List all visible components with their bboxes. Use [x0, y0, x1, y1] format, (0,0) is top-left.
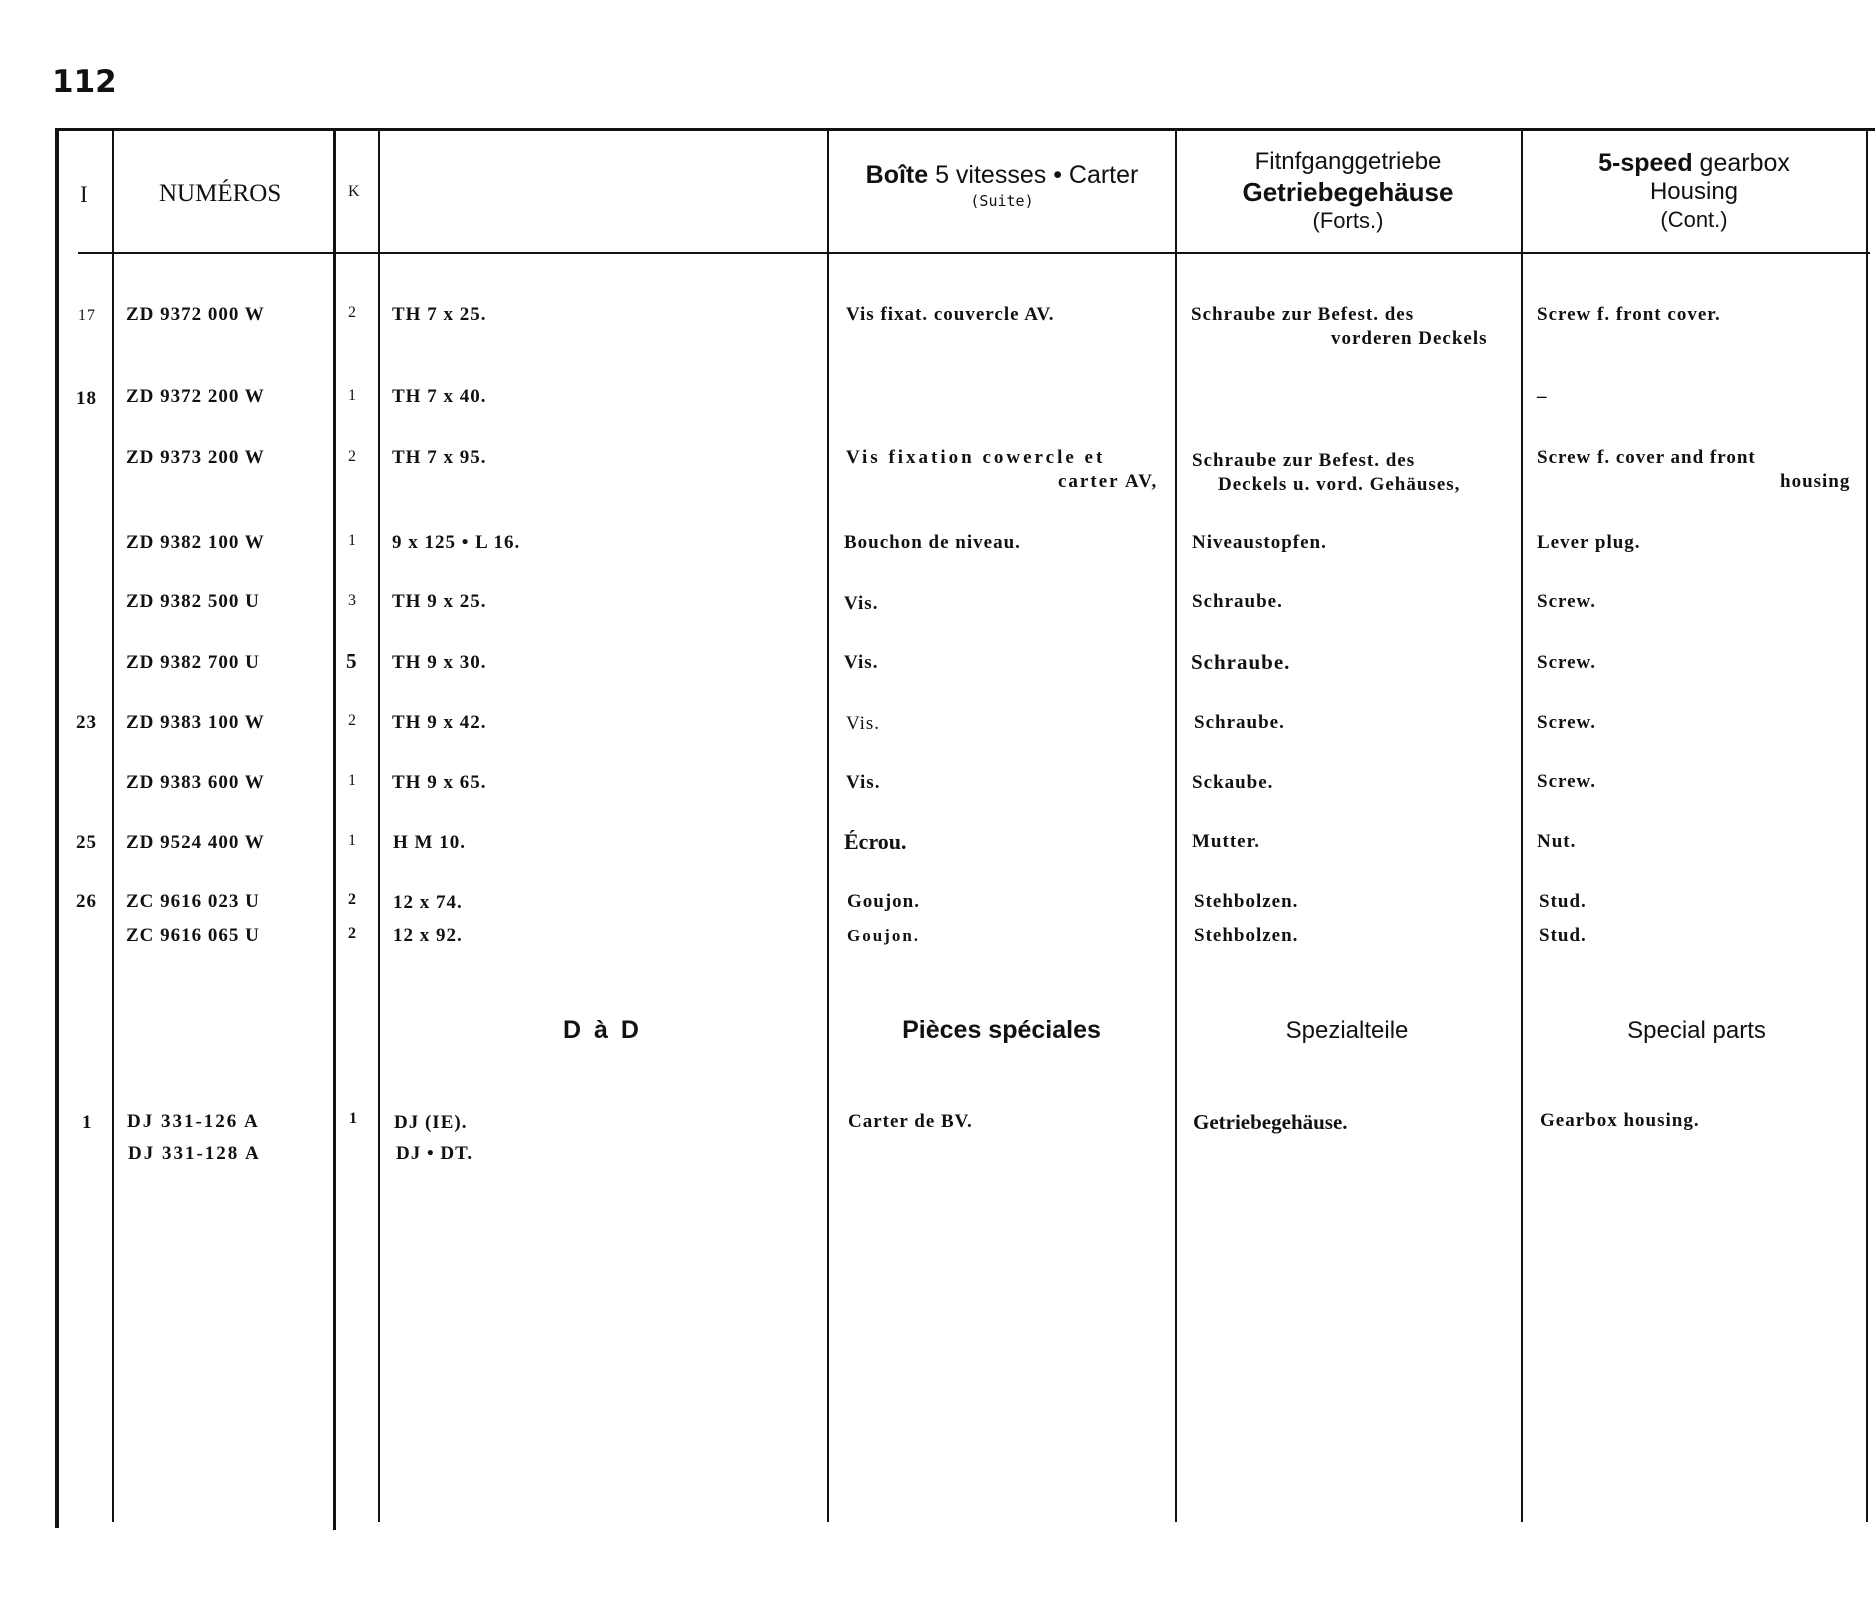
french-text: Écrou.	[844, 829, 907, 854]
part-number: ZC 9616 065 U	[126, 925, 260, 946]
col-divider-numeros	[112, 130, 114, 1522]
row-index: 18	[76, 388, 97, 409]
col-divider-english	[1521, 130, 1523, 1522]
col-divider-german	[1175, 130, 1177, 1522]
row-index: 1	[82, 1112, 93, 1133]
french-text-line2: carter AV,	[1058, 471, 1159, 492]
description: TH 7 x 40.	[392, 386, 487, 407]
section-french-heading: Pièces spéciales	[902, 1016, 1101, 1044]
quantity: 1	[348, 772, 357, 789]
english-text: Stud.	[1539, 925, 1587, 946]
english-text: Screw.	[1537, 712, 1596, 733]
header-english-gearbox: gearbox	[1692, 149, 1790, 177]
description: 9 x 125 • L 16.	[392, 532, 521, 553]
german-text: Schraube.	[1191, 650, 1291, 674]
header-col-k: K	[348, 183, 360, 200]
header-french-boite: Boîte	[865, 161, 929, 189]
part-number: ZD 9524 400 W	[126, 832, 265, 853]
english-text: –	[1537, 386, 1548, 407]
quantity: 1	[348, 387, 357, 404]
german-text: Schraube zur Befest. des	[1191, 304, 1415, 325]
description: 12 x 74.	[393, 892, 463, 913]
description: TH 7 x 95.	[392, 447, 487, 468]
french-text: Vis fixation cowercle et	[846, 447, 1106, 468]
description: H M 10.	[393, 832, 466, 853]
description: TH 9 x 30.	[392, 652, 487, 673]
header-german	[1178, 148, 1518, 234]
header-french-title: 5 vitesses • Carter	[928, 161, 1139, 189]
header-french	[832, 160, 1172, 210]
german-text: Stehbolzen.	[1194, 891, 1299, 912]
english-text: Screw.	[1537, 591, 1596, 612]
part-number: ZD 9373 200 W	[126, 447, 265, 468]
part-number: ZD 9382 500 U	[126, 591, 260, 612]
col-divider-desc	[378, 130, 380, 1522]
english-text: Screw f. front cover.	[1537, 304, 1721, 325]
table-right-border	[1866, 130, 1868, 1522]
header-english-5speed: 5-speed	[1598, 149, 1693, 177]
header-english	[1524, 148, 1864, 233]
german-text: Schraube.	[1192, 591, 1283, 612]
header-col-numeros: NUMÉROS	[159, 180, 282, 207]
french-text: Vis fixat. couvercle AV.	[846, 304, 1055, 325]
row-index: 23	[76, 712, 97, 733]
german-text-line2: vorderen Deckels	[1331, 328, 1488, 349]
french-text: Goujon.	[847, 926, 921, 945]
french-text: Goujon.	[847, 891, 920, 912]
english-text: Screw f. cover and front	[1537, 447, 1756, 468]
row-index: 25	[76, 832, 97, 853]
col-divider-french	[827, 130, 829, 1522]
description: TH 9 x 65.	[392, 772, 487, 793]
quantity: 1	[349, 1110, 358, 1127]
part-number: ZD 9383 100 W	[126, 712, 265, 733]
part-number: ZD 9372 200 W	[126, 386, 265, 407]
quantity: 1	[348, 832, 357, 849]
top-rule	[55, 128, 1875, 131]
english-text: Gearbox housing.	[1540, 1110, 1700, 1131]
english-text: Stud.	[1539, 891, 1587, 912]
french-text: Vis.	[846, 713, 881, 734]
english-text-line2: housing	[1780, 471, 1851, 492]
row-index: 17	[78, 307, 96, 324]
section-desc-heading: D à D	[563, 1016, 642, 1044]
quantity: 3	[348, 592, 357, 609]
german-text-line2: Deckels u. vord. Gehäuses,	[1218, 474, 1461, 495]
german-text: Sckaube.	[1192, 772, 1274, 793]
quantity: 1	[348, 532, 357, 549]
section-english-heading: Special parts	[1627, 1017, 1766, 1044]
german-text: Getriebegehäuse.	[1193, 1110, 1348, 1134]
header-bottom-rule	[78, 252, 1870, 254]
description: DJ (IE).	[394, 1112, 468, 1133]
description: TH 9 x 42.	[392, 712, 487, 733]
quantity: 2	[348, 925, 357, 942]
german-text: Schraube.	[1194, 712, 1285, 733]
quantity: 2	[348, 304, 357, 321]
english-text: Screw.	[1537, 771, 1596, 792]
english-text: Lever plug.	[1537, 532, 1641, 553]
header-col-i: I	[80, 182, 88, 207]
french-text: Vis.	[844, 652, 879, 673]
part-number: ZC 9616 023 U	[126, 891, 260, 912]
english-text: Nut.	[1537, 831, 1577, 852]
quantity: 5	[346, 649, 358, 673]
part-number: ZD 9382 100 W	[126, 532, 265, 553]
header-french-suite: (Suite)	[970, 192, 1034, 210]
description: 12 x 92.	[393, 925, 463, 946]
part-number: DJ 331-126 A	[127, 1111, 260, 1132]
row-index: 26	[76, 891, 97, 912]
part-number: DJ 331-128 A	[128, 1143, 261, 1164]
german-text: Schraube zur Befest. des	[1192, 450, 1416, 471]
english-text: Screw.	[1537, 652, 1596, 673]
german-text: Niveaustopfen.	[1192, 532, 1327, 553]
header-german-line1: Fitnfganggetriebe	[1254, 148, 1442, 175]
german-text: Stehbolzen.	[1194, 925, 1299, 946]
description: TH 7 x 25.	[392, 304, 487, 325]
french-text: Carter de BV.	[848, 1111, 973, 1132]
header-german-line3: (Forts.)	[1312, 207, 1384, 233]
quantity: 2	[348, 712, 357, 729]
french-text: Bouchon de niveau.	[844, 532, 1021, 553]
quantity: 2	[348, 448, 357, 465]
part-number: ZD 9372 000 W	[126, 304, 265, 325]
description: DJ • DT.	[396, 1143, 474, 1164]
description: TH 9 x 25.	[392, 591, 487, 612]
header-english-line2: Housing	[1649, 178, 1739, 205]
col-divider-k	[333, 130, 336, 1530]
french-text: Vis.	[844, 593, 879, 614]
part-number: ZD 9382 700 U	[126, 652, 260, 673]
header-english-line3: (Cont.)	[1660, 206, 1728, 232]
header-german-line2: Getriebegehäuse	[1242, 176, 1454, 207]
german-text: Mutter.	[1192, 831, 1261, 852]
french-text: Vis.	[846, 772, 881, 793]
quantity: 2	[348, 891, 357, 908]
section-german-heading: Spezialteile	[1285, 1017, 1409, 1044]
part-number: ZD 9383 600 W	[126, 772, 265, 793]
table-left-border	[55, 128, 59, 1528]
page-number: 112	[52, 64, 117, 100]
